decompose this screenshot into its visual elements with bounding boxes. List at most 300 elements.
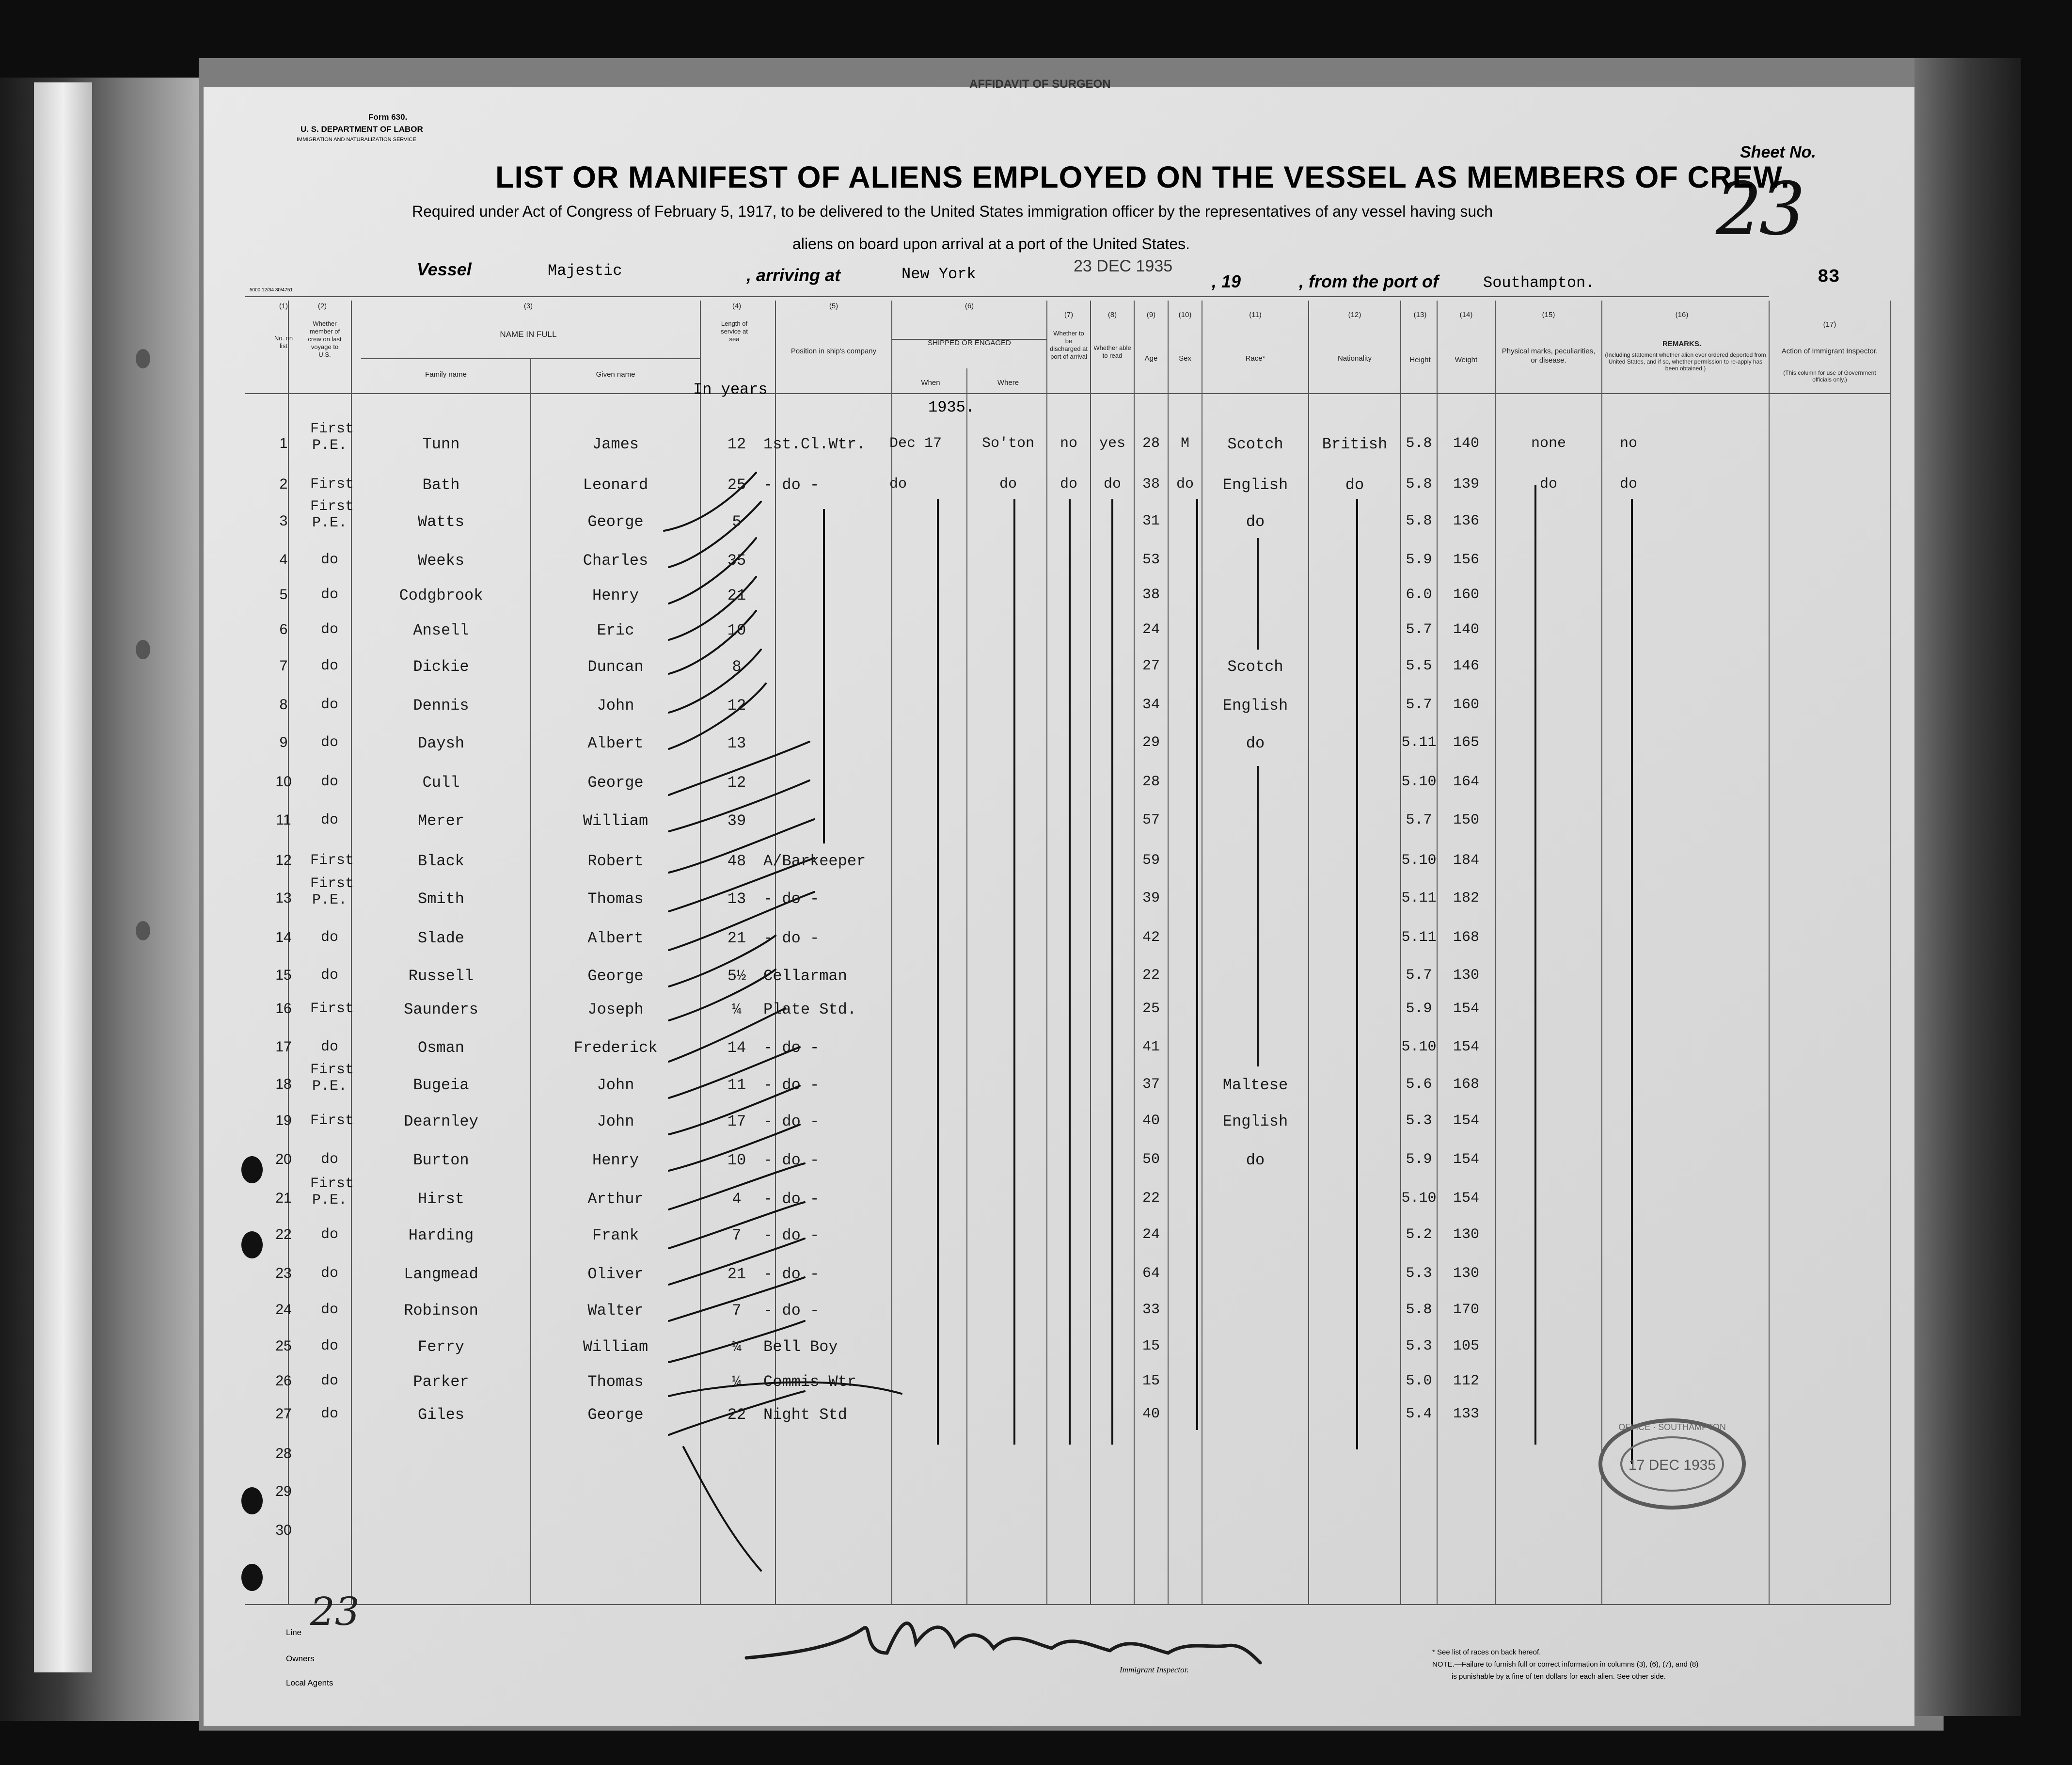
stamp-ring-text: OFFICE · SOUTHAMPTON bbox=[1618, 1422, 1726, 1432]
given-name-cell: Albert bbox=[587, 734, 644, 752]
inspector-signature bbox=[742, 1600, 1275, 1682]
service-length-cell: 12 bbox=[727, 697, 746, 715]
age-cell: 24 bbox=[1142, 1226, 1160, 1243]
height-cell: 5.7 bbox=[1406, 967, 1432, 984]
service-length-cell: 7 bbox=[732, 1302, 742, 1320]
col1-num: (1) bbox=[279, 302, 288, 310]
office-stamp bbox=[1595, 1413, 1750, 1515]
row-number: 14 bbox=[275, 929, 292, 945]
crew-member-cell: do bbox=[320, 1406, 338, 1422]
col14-header: Weight bbox=[1455, 356, 1478, 364]
given-name-header: Given name bbox=[596, 370, 635, 379]
given-name-cell: Eric bbox=[597, 621, 634, 639]
service-length-cell: 12 bbox=[727, 435, 746, 453]
col4-num: (4) bbox=[732, 302, 742, 310]
arriving-label: , arriving at bbox=[746, 265, 841, 285]
weight-cell: 130 bbox=[1453, 1265, 1479, 1282]
weight-cell: 112 bbox=[1453, 1373, 1479, 1389]
crew-member-cell: First bbox=[310, 1113, 354, 1129]
col12-num: (12) bbox=[1348, 311, 1361, 319]
family-name-cell: Dennis bbox=[413, 697, 469, 715]
service-length-cell: 21 bbox=[727, 1265, 746, 1283]
from-port-label: , from the port of bbox=[1299, 271, 1439, 291]
crew-member-cell: do bbox=[320, 621, 338, 638]
col11-header: Race* bbox=[1245, 354, 1265, 363]
race-cell: Scotch bbox=[1227, 658, 1283, 676]
weight-cell: 154 bbox=[1453, 1113, 1479, 1129]
service-length-cell: 11 bbox=[727, 1076, 746, 1094]
service-length-cell: 5½ bbox=[727, 967, 746, 985]
family-name-cell: Dearnley bbox=[404, 1113, 478, 1130]
row-number: 17 bbox=[275, 1039, 292, 1055]
service-length-cell: 21 bbox=[727, 587, 746, 604]
age-cell: 34 bbox=[1142, 697, 1160, 713]
weight-cell: 182 bbox=[1453, 890, 1479, 906]
position-cell: Commis Wtr bbox=[763, 1373, 857, 1391]
weight-cell: 168 bbox=[1453, 929, 1479, 946]
service-length-cell: 12 bbox=[727, 774, 746, 792]
row-number: 11 bbox=[276, 812, 291, 828]
crew-member-cell: do bbox=[320, 587, 338, 603]
col16-sub: (Including statement whether alien ever ordered deported from United States, and if so, whether permission to re-apply has been obtained.) bbox=[1605, 351, 1766, 372]
age-cell: 28 bbox=[1142, 774, 1160, 790]
height-cell: 5.3 bbox=[1406, 1338, 1432, 1354]
position-cell: Bell Boy bbox=[763, 1338, 838, 1356]
col16-header: REMARKS. bbox=[1662, 340, 1701, 348]
row-number: 13 bbox=[275, 890, 292, 906]
given-name-cell: Arthur bbox=[587, 1190, 644, 1208]
height-cell: 5.2 bbox=[1406, 1226, 1432, 1243]
height-cell: 5.9 bbox=[1406, 552, 1432, 568]
physical-marks-cell: none bbox=[1531, 435, 1566, 452]
height-cell: 5.10 bbox=[1401, 774, 1437, 790]
service-length-cell: 35 bbox=[727, 552, 746, 570]
position-cell: Night Std bbox=[763, 1406, 847, 1424]
shipped-when-cell: Dec 17 bbox=[889, 435, 942, 452]
year-label: , 19 bbox=[1212, 271, 1241, 291]
position-cell: - do - bbox=[763, 890, 820, 908]
family-name-cell: Ansell bbox=[413, 621, 469, 639]
age-cell: 53 bbox=[1142, 552, 1160, 568]
sheet-label: Sheet No. bbox=[1740, 143, 1816, 161]
race-cell: English bbox=[1222, 697, 1288, 715]
col3-header: NAME IN FULL bbox=[500, 330, 557, 339]
col9-header: Age bbox=[1144, 354, 1158, 363]
given-name-cell: Albert bbox=[587, 929, 644, 947]
given-name-cell: James bbox=[592, 435, 639, 453]
race-cell: English bbox=[1222, 476, 1288, 494]
discharged-cell: no bbox=[1060, 435, 1077, 452]
family-name-cell: Burton bbox=[413, 1151, 469, 1169]
col14-num: (14) bbox=[1459, 311, 1473, 319]
age-cell: 24 bbox=[1142, 621, 1160, 638]
race-cell: do bbox=[1246, 734, 1265, 752]
row-number: 23 bbox=[275, 1265, 292, 1281]
crew-member-cell: do bbox=[320, 1338, 338, 1354]
col5-header: Position in ship's company bbox=[791, 347, 877, 355]
col12-header: Nationality bbox=[1337, 354, 1372, 363]
height-cell: 5.6 bbox=[1406, 1076, 1432, 1093]
family-name-cell: Watts bbox=[417, 513, 464, 531]
service-length-cell: ¼ bbox=[732, 1373, 742, 1391]
able-to-read-cell: do bbox=[1103, 476, 1121, 493]
height-cell: 5.0 bbox=[1406, 1373, 1432, 1389]
age-cell: 29 bbox=[1142, 734, 1160, 751]
col9-num: (9) bbox=[1146, 311, 1156, 319]
crew-member-cell: First bbox=[310, 1001, 354, 1017]
given-name-cell: George bbox=[587, 513, 644, 531]
family-name-cell: Codgbrook bbox=[399, 587, 483, 604]
col13-num: (13) bbox=[1413, 311, 1427, 319]
able-to-read-cell: yes bbox=[1099, 435, 1125, 452]
position-cell: - do - bbox=[763, 929, 820, 947]
family-name-cell: Slade bbox=[417, 929, 464, 947]
position-cell: - do - bbox=[763, 1113, 820, 1130]
height-cell: 5.8 bbox=[1406, 435, 1432, 452]
race-cell: Maltese bbox=[1222, 1076, 1288, 1094]
row-number: 6 bbox=[279, 621, 288, 637]
service-length-cell: 5 bbox=[732, 513, 742, 531]
row-number: 21 bbox=[275, 1190, 292, 1206]
service-length-cell: 25 bbox=[727, 476, 746, 494]
form-department: U. S. DEPARTMENT OF LABOR bbox=[301, 125, 423, 134]
race-cell: Scotch bbox=[1227, 435, 1283, 453]
departure-port: Southampton. bbox=[1483, 274, 1595, 292]
position-cell: Cellarman bbox=[763, 967, 847, 985]
form-number: Form 630. bbox=[368, 112, 408, 122]
col6-header: SHIPPED OR ENGAGED bbox=[928, 339, 1011, 347]
service-length-cell: 13 bbox=[727, 734, 746, 752]
position-cell: - do - bbox=[763, 476, 820, 494]
crew-member-cell: First bbox=[310, 852, 354, 869]
failure-note: NOTE.—Failure to furnish full or correct information in columns (3), (6), (7), and (8) bbox=[1432, 1660, 1699, 1669]
family-name-cell: Hirst bbox=[417, 1190, 464, 1208]
given-name-cell: John bbox=[597, 1076, 634, 1094]
row-number: 19 bbox=[275, 1113, 292, 1129]
col7-num: (7) bbox=[1064, 311, 1074, 319]
remarks-cell: no bbox=[1619, 435, 1637, 452]
given-name-cell: Charles bbox=[583, 552, 648, 570]
height-cell: 5.10 bbox=[1401, 852, 1437, 869]
given-name-cell: John bbox=[597, 697, 634, 715]
discharged-cell: do bbox=[1060, 476, 1077, 493]
age-cell: 38 bbox=[1142, 587, 1160, 603]
col15-header: Physical marks, peculiarities, or disease. bbox=[1502, 347, 1596, 365]
given-name-cell: Joseph bbox=[587, 1001, 644, 1018]
race-cell: English bbox=[1222, 1113, 1288, 1130]
crew-member-cell: First P.E. bbox=[310, 875, 354, 908]
height-cell: 5.7 bbox=[1406, 697, 1432, 713]
given-name-cell: Leonard bbox=[583, 476, 648, 494]
weight-cell: 154 bbox=[1453, 1001, 1479, 1017]
fine-note: is punishable by a fine of ten dollars for each alien. See other side. bbox=[1452, 1672, 1666, 1681]
height-cell: 5.11 bbox=[1401, 734, 1437, 751]
given-name-cell: Oliver bbox=[587, 1265, 644, 1283]
form-code: 5000 12/34 30/4751 bbox=[250, 287, 293, 293]
crew-member-cell: do bbox=[320, 1302, 338, 1318]
position-cell: A/Barkeeper bbox=[763, 852, 866, 870]
crew-member-cell: First bbox=[310, 476, 354, 493]
age-cell: 38 bbox=[1142, 476, 1160, 493]
position-cell: - do - bbox=[763, 1039, 820, 1057]
crew-member-cell: First P.E. bbox=[310, 498, 354, 531]
handwritten-initials: 23 bbox=[310, 1589, 360, 1634]
owners-label: Owners bbox=[286, 1654, 315, 1663]
subtitle-line2: aliens on board upon arrival at a port of the United States. bbox=[792, 235, 1190, 253]
age-cell: 28 bbox=[1142, 435, 1160, 452]
weight-cell: 160 bbox=[1453, 587, 1479, 603]
family-name-cell: Langmead bbox=[404, 1265, 478, 1283]
given-name-cell: Frank bbox=[592, 1226, 639, 1244]
crew-member-cell: do bbox=[320, 967, 338, 984]
crew-member-cell: do bbox=[320, 734, 338, 751]
age-cell: 50 bbox=[1142, 1151, 1160, 1168]
given-name-cell: Frederick bbox=[573, 1039, 658, 1057]
where-header: Where bbox=[997, 379, 1019, 387]
weight-cell: 146 bbox=[1453, 658, 1479, 674]
col10-num: (10) bbox=[1178, 311, 1192, 319]
service-length-cell: 8 bbox=[732, 658, 742, 676]
family-name-cell: Bugeia bbox=[413, 1076, 469, 1094]
nationality-cell: British bbox=[1322, 435, 1388, 453]
given-name-cell: George bbox=[587, 1406, 644, 1424]
races-note: * See list of races on back hereof. bbox=[1432, 1648, 1541, 1656]
given-name-cell: Thomas bbox=[587, 1373, 644, 1391]
col13-header: Height bbox=[1409, 356, 1431, 364]
height-cell: 5.4 bbox=[1406, 1406, 1432, 1422]
col2-num: (2) bbox=[317, 302, 327, 310]
row-number: 15 bbox=[275, 967, 292, 983]
family-name-cell: Robinson bbox=[404, 1302, 478, 1320]
weight-cell: 105 bbox=[1453, 1338, 1479, 1354]
col11-num: (11) bbox=[1249, 311, 1262, 319]
given-name-cell: Thomas bbox=[587, 890, 644, 908]
weight-cell: 154 bbox=[1453, 1151, 1479, 1168]
age-cell: 22 bbox=[1142, 1190, 1160, 1207]
col1-header: No. on list bbox=[274, 334, 293, 350]
family-name-cell: Osman bbox=[417, 1039, 464, 1057]
family-name-cell: Russell bbox=[408, 967, 474, 985]
row-number: 29 bbox=[275, 1483, 292, 1499]
age-cell: 59 bbox=[1142, 852, 1160, 869]
col17-header: Action of Immigrant Inspector. bbox=[1781, 347, 1878, 355]
crew-member-cell: do bbox=[320, 1373, 338, 1389]
immigrant-inspector-label: Immigrant Inspector. bbox=[1120, 1665, 1189, 1674]
position-cell: 1st.Cl.Wtr. bbox=[763, 435, 866, 453]
weight-cell: 133 bbox=[1453, 1406, 1479, 1422]
height-cell: 5.8 bbox=[1406, 513, 1432, 529]
crew-member-cell: do bbox=[320, 812, 338, 828]
crew-member-cell: do bbox=[320, 552, 338, 568]
col8-header: Whether able to read bbox=[1093, 344, 1131, 359]
col4-header: Length of service at sea bbox=[721, 320, 748, 343]
position-cell: - do - bbox=[763, 1076, 820, 1094]
position-cell: - do - bbox=[763, 1226, 820, 1244]
age-cell: 37 bbox=[1142, 1076, 1160, 1093]
col16-num: (16) bbox=[1675, 311, 1689, 319]
position-cell: - do - bbox=[763, 1190, 820, 1208]
given-name-cell: Duncan bbox=[587, 658, 644, 676]
weight-cell: 150 bbox=[1453, 812, 1479, 828]
age-cell: 39 bbox=[1142, 890, 1160, 906]
weight-cell: 154 bbox=[1453, 1190, 1479, 1207]
height-cell: 5.11 bbox=[1401, 929, 1437, 946]
given-name-cell: Henry bbox=[592, 1151, 639, 1169]
family-name-cell: Smith bbox=[417, 890, 464, 908]
shipped-where-cell: do bbox=[999, 476, 1017, 493]
line-label: Line bbox=[286, 1628, 302, 1637]
given-name-cell: Robert bbox=[587, 852, 644, 870]
crew-member-cell: do bbox=[320, 1265, 338, 1282]
service-length-cell: 7 bbox=[732, 1226, 742, 1244]
height-cell: 5.3 bbox=[1406, 1265, 1432, 1282]
given-name-cell: William bbox=[583, 812, 648, 830]
crew-member-cell: do bbox=[320, 774, 338, 790]
given-name-cell: George bbox=[587, 967, 644, 985]
row-number: 12 bbox=[275, 852, 292, 868]
given-name-cell: Henry bbox=[592, 587, 639, 604]
sheet-number-83: 83 bbox=[1818, 267, 1840, 287]
vessel-label: Vessel bbox=[417, 259, 472, 279]
row-number: 4 bbox=[279, 552, 288, 568]
col17-sub: (This column for use of Government officials only.) bbox=[1783, 369, 1876, 383]
height-cell: 5.3 bbox=[1406, 1113, 1432, 1129]
row-number: 28 bbox=[275, 1446, 292, 1462]
family-name-cell: Tunn bbox=[422, 435, 460, 453]
crew-member-cell: First P.E. bbox=[310, 421, 354, 454]
sex-cell: do bbox=[1176, 476, 1194, 493]
date-stamp: 23 DEC 1935 bbox=[1074, 257, 1173, 275]
row-number: 18 bbox=[275, 1076, 292, 1092]
height-cell: 5.7 bbox=[1406, 621, 1432, 638]
row-number: 2 bbox=[279, 476, 288, 492]
form-service: IMMIGRATION AND NATURALIZATION SERVICE bbox=[297, 137, 416, 143]
row-number: 9 bbox=[279, 734, 288, 750]
row-number: 7 bbox=[279, 658, 288, 674]
row-number: 20 bbox=[275, 1151, 292, 1167]
weight-cell: 154 bbox=[1453, 1039, 1479, 1055]
service-length-cell: 13 bbox=[727, 890, 746, 908]
weight-cell: 165 bbox=[1453, 734, 1479, 751]
vessel-name: Majestic bbox=[548, 262, 622, 280]
race-cell: do bbox=[1246, 513, 1265, 531]
service-length-cell: 39 bbox=[727, 812, 746, 830]
age-cell: 41 bbox=[1142, 1039, 1160, 1055]
crew-member-cell: First P.E. bbox=[310, 1176, 354, 1208]
col5-num: (5) bbox=[829, 302, 838, 310]
age-cell: 15 bbox=[1142, 1338, 1160, 1354]
family-name-cell: Merer bbox=[417, 812, 464, 830]
weight-cell: 140 bbox=[1453, 435, 1479, 452]
crew-member-cell: do bbox=[320, 1151, 338, 1168]
weight-cell: 170 bbox=[1453, 1302, 1479, 1318]
weight-cell: 164 bbox=[1453, 774, 1479, 790]
given-name-cell: George bbox=[587, 774, 644, 792]
age-cell: 27 bbox=[1142, 658, 1160, 674]
col15-num: (15) bbox=[1542, 311, 1555, 319]
height-cell: 5.11 bbox=[1401, 890, 1437, 906]
shipped-where-cell: So'ton bbox=[981, 435, 1035, 452]
col4-sub: In years bbox=[693, 381, 768, 398]
stamp-date: 17 DEC 1935 bbox=[1628, 1457, 1716, 1473]
service-length-cell: 48 bbox=[727, 852, 746, 870]
age-cell: 40 bbox=[1142, 1113, 1160, 1129]
service-length-cell: ¼ bbox=[732, 1001, 742, 1018]
service-length-cell: 17 bbox=[727, 1113, 746, 1130]
family-name-cell: Harding bbox=[408, 1226, 474, 1244]
weight-cell: 136 bbox=[1453, 513, 1479, 529]
family-name-cell: Dickie bbox=[413, 658, 469, 676]
family-name-cell: Giles bbox=[417, 1406, 464, 1424]
col7-header: Whether to be discharged at port of arrival bbox=[1049, 330, 1088, 360]
col3-num: (3) bbox=[523, 302, 533, 310]
crew-member-cell: do bbox=[320, 1039, 338, 1055]
year-1935: 1935. bbox=[928, 398, 975, 416]
race-cell: do bbox=[1246, 1151, 1265, 1169]
weight-cell: 184 bbox=[1453, 852, 1479, 869]
height-cell: 5.10 bbox=[1401, 1190, 1437, 1207]
row-number: 3 bbox=[279, 513, 288, 529]
nationality-cell: do bbox=[1345, 476, 1364, 494]
row-number: 25 bbox=[275, 1338, 292, 1354]
height-cell: 5.9 bbox=[1406, 1151, 1432, 1168]
weight-cell: 168 bbox=[1453, 1076, 1479, 1093]
remarks-cell: do bbox=[1619, 476, 1637, 493]
shipped-when-cell: do bbox=[889, 476, 907, 493]
row-number: 26 bbox=[275, 1373, 292, 1389]
age-cell: 33 bbox=[1142, 1302, 1160, 1318]
service-length-cell: 10 bbox=[727, 621, 746, 639]
col10-header: Sex bbox=[1179, 354, 1191, 363]
col6-num: (6) bbox=[965, 302, 974, 310]
col8-num: (8) bbox=[1107, 311, 1117, 319]
row-number: 24 bbox=[275, 1302, 292, 1318]
height-cell: 6.0 bbox=[1406, 587, 1432, 603]
age-cell: 57 bbox=[1142, 812, 1160, 828]
when-header: When bbox=[921, 379, 940, 387]
weight-cell: 139 bbox=[1453, 476, 1479, 493]
given-name-cell: William bbox=[583, 1338, 648, 1356]
weight-cell: 130 bbox=[1453, 1226, 1479, 1243]
age-cell: 31 bbox=[1142, 513, 1160, 529]
age-cell: 15 bbox=[1142, 1373, 1160, 1389]
weight-cell: 156 bbox=[1453, 552, 1479, 568]
family-name-cell: Bath bbox=[422, 476, 460, 494]
crew-member-cell: do bbox=[320, 697, 338, 713]
family-name-cell: Saunders bbox=[404, 1001, 478, 1018]
age-cell: 25 bbox=[1142, 1001, 1160, 1017]
family-name-header: Family name bbox=[425, 370, 467, 379]
position-cell: Plate Std. bbox=[763, 1001, 857, 1018]
arriving-port: New York bbox=[902, 265, 976, 283]
crew-member-cell: do bbox=[320, 929, 338, 946]
subtitle-line1: Required under Act of Congress of February 5, 1917, to be delivered to the United States immigration officer by the representatives of any vessel having such bbox=[412, 203, 1493, 220]
crew-member-cell: First P.E. bbox=[310, 1062, 354, 1095]
service-length-cell: ¼ bbox=[732, 1338, 742, 1356]
crew-member-cell: do bbox=[320, 658, 338, 674]
sex-cell: M bbox=[1180, 435, 1189, 452]
service-length-cell: 4 bbox=[732, 1190, 742, 1208]
col17-num: (17) bbox=[1823, 320, 1836, 329]
position-cell: - do - bbox=[763, 1265, 820, 1283]
row-number: 22 bbox=[275, 1226, 292, 1242]
height-cell: 5.7 bbox=[1406, 812, 1432, 828]
age-cell: 40 bbox=[1142, 1406, 1160, 1422]
family-name-cell: Cull bbox=[422, 774, 460, 792]
height-cell: 5.8 bbox=[1406, 476, 1432, 493]
row-number: 30 bbox=[275, 1522, 292, 1538]
weight-cell: 130 bbox=[1453, 967, 1479, 984]
